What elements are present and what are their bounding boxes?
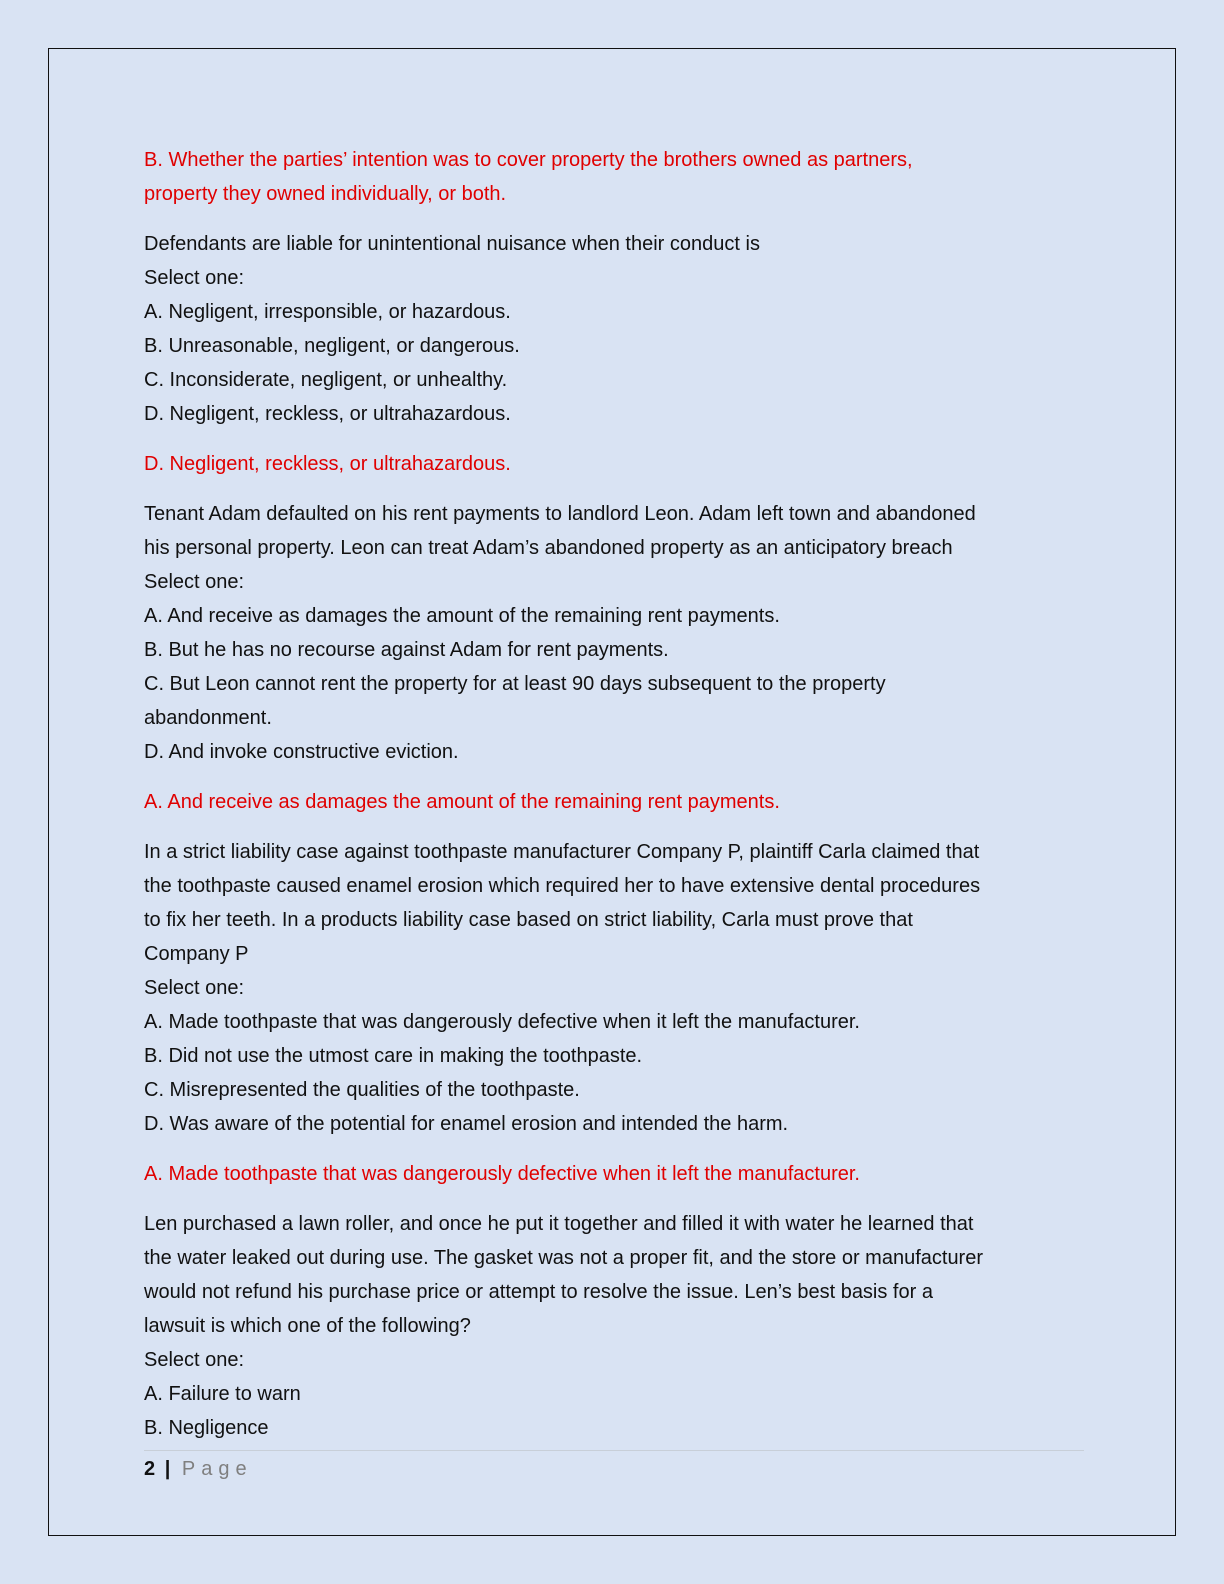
block-spacer <box>144 211 1084 227</box>
question-block <box>144 497 1084 769</box>
answer-line: A. Made toothpaste that was dangerously defective when it left the manufacturer. <box>144 1163 860 1185</box>
question-line: the toothpaste caused enamel erosion which required her to have extensive dental procedures <box>144 875 981 897</box>
question-block <box>144 835 1084 1141</box>
question-line: Defendants are liable for unintentional nuisance when their conduct is <box>144 233 760 255</box>
answer-block <box>144 785 1084 819</box>
answer-line: property they owned individually, or both. <box>144 183 507 205</box>
question-line: C. Misrepresented the qualities of the toothpaste. <box>144 1079 580 1101</box>
page-label: Page <box>181 1458 253 1480</box>
answer-line: A. And receive as damages the amount of the remaining rent payments. <box>144 791 780 813</box>
answer-block <box>144 1157 1084 1191</box>
footer-divider <box>144 1450 1084 1451</box>
question-line: C. But Leon cannot rent the property for at least 90 days subsequent to the property <box>144 673 886 695</box>
answer-line: D. Negligent, reckless, or ultrahazardous. <box>144 453 511 475</box>
question-line: Company P <box>144 943 249 965</box>
question-block <box>144 1207 1084 1445</box>
page-number: 2 <box>144 1458 156 1480</box>
block-spacer <box>144 769 1084 785</box>
block-spacer <box>144 481 1084 497</box>
answer-block <box>144 143 1084 211</box>
question-line: to fix her teeth. In a products liability case based on strict liability, Carla must prove that <box>144 909 913 931</box>
question-line: A. Failure to warn <box>144 1383 301 1405</box>
question-line: C. Inconsiderate, negligent, or unhealthy. <box>144 369 508 391</box>
answer-block <box>144 447 1084 481</box>
block-spacer <box>144 431 1084 447</box>
question-line: D. Was aware of the potential for enamel erosion and intended the harm. <box>144 1113 789 1135</box>
question-line: Select one: <box>144 1349 245 1371</box>
question-line: the water leaked out during use. The gasket was not a proper fit, and the store or manufacturer <box>144 1247 984 1269</box>
block-spacer <box>144 1141 1084 1157</box>
question-line: A. Negligent, irresponsible, or hazardous. <box>144 301 511 323</box>
question-line: abandonment. <box>144 707 272 729</box>
question-line: B. Unreasonable, negligent, or dangerous. <box>144 335 520 357</box>
question-block <box>144 227 1084 431</box>
question-line: Select one: <box>144 571 245 593</box>
question-line: A. And receive as damages the amount of the remaining rent payments. <box>144 605 780 627</box>
question-line: D. Negligent, reckless, or ultrahazardous. <box>144 403 511 425</box>
block-spacer <box>144 1191 1084 1207</box>
question-line: Select one: <box>144 267 245 289</box>
question-line: lawsuit is which one of the following? <box>144 1315 471 1337</box>
question-line: B. Negligence <box>144 1417 269 1439</box>
question-line: Select one: <box>144 977 245 999</box>
page-footer <box>144 1455 253 1483</box>
question-line: his personal property. Leon can treat Adam’s abandoned property as an anticipatory breach <box>144 537 953 559</box>
question-line: Tenant Adam defaulted on his rent payments to landlord Leon. Adam left town and abandoned <box>144 503 976 525</box>
footer-separator: | <box>164 1458 171 1480</box>
question-line: B. Did not use the utmost care in making the toothpaste. <box>144 1045 643 1067</box>
page-content <box>144 143 1084 1445</box>
question-line: A. Made toothpaste that was dangerously defective when it left the manufacturer. <box>144 1011 860 1033</box>
question-line: would not refund his purchase price or attempt to resolve the issue. Len’s best basis for a <box>144 1281 933 1303</box>
answer-line: B. Whether the parties’ intention was to cover property the brothers owned as partners, <box>144 149 913 171</box>
block-spacer <box>144 819 1084 835</box>
question-line: Len purchased a lawn roller, and once he put it together and filled it with water he learned that <box>144 1213 974 1235</box>
question-line: In a strict liability case against toothpaste manufacturer Company P, plaintiff Carla claimed that <box>144 841 980 863</box>
question-line: B. But he has no recourse against Adam for rent payments. <box>144 639 669 661</box>
question-line: D. And invoke constructive eviction. <box>144 741 459 763</box>
